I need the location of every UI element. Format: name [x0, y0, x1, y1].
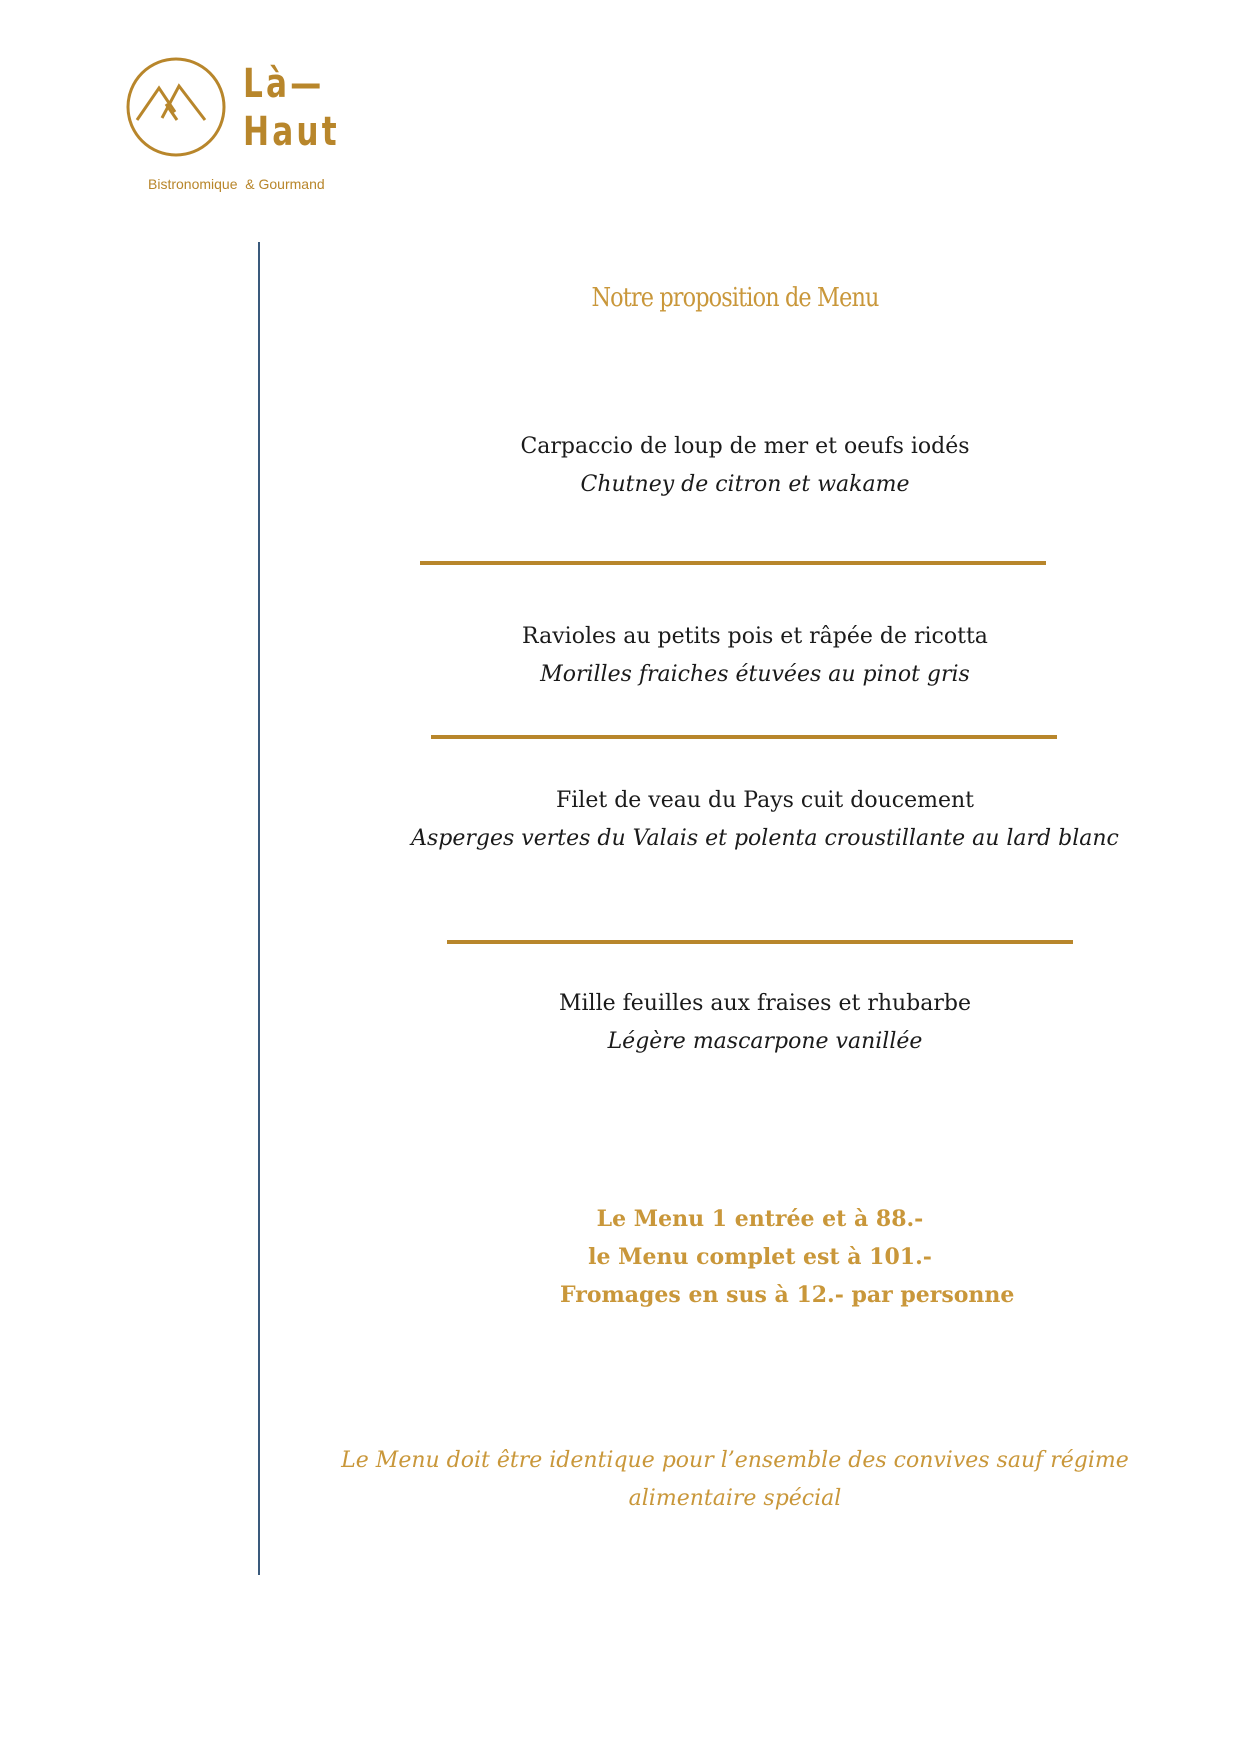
course-dish: Filet de veau du Pays cuit doucement: [556, 788, 974, 813]
course-divider: [447, 940, 1073, 944]
mountain-logo-icon: [125, 56, 227, 158]
course-3: [410, 786, 1120, 854]
course-dish: Ravioles au petits pois et râpée de ricotta: [522, 624, 988, 649]
course-2: [505, 622, 1005, 690]
logo: [125, 56, 355, 156]
price-line: Le Menu 1 entrée et à 88.-: [596, 1206, 924, 1232]
course-divider: [431, 735, 1057, 739]
course-dish: Mille feuilles aux fraises et rhubarbe: [558, 991, 971, 1016]
course-accompaniment: Morilles fraiches étuvées au pinot gris: [540, 662, 970, 687]
menu-title: Notre proposition de Menu: [591, 283, 879, 313]
price-line: le Menu complet est à 101.-: [588, 1244, 932, 1270]
course-divider: [420, 561, 1046, 565]
course-accompaniment: Légère mascarpone vanillée: [607, 1029, 923, 1054]
menu-note: Le Menu doit être identique pour l’ensemble des convives sauf régime alimentaire spécial: [341, 1448, 1129, 1511]
course-1: [485, 432, 1005, 500]
tagline: Bistronomique & Gourmand: [148, 176, 325, 192]
course-4: [515, 989, 1015, 1057]
logo-line-1: Là—: [243, 61, 325, 107]
price-line: Fromages en sus à 12.- par personne: [560, 1282, 1015, 1308]
course-accompaniment: Asperges vertes du Valais et polenta croustillante au lard blanc: [411, 826, 1119, 851]
course-dish: Carpaccio de loup de mer et oeufs iodés: [520, 434, 970, 459]
logo-wordmark: [243, 60, 340, 156]
logo-line-2: Haut: [243, 109, 340, 155]
menu-prices: [560, 1200, 1015, 1314]
vertical-divider: [258, 242, 260, 1575]
course-accompaniment: Chutney de citron et wakame: [580, 472, 910, 497]
